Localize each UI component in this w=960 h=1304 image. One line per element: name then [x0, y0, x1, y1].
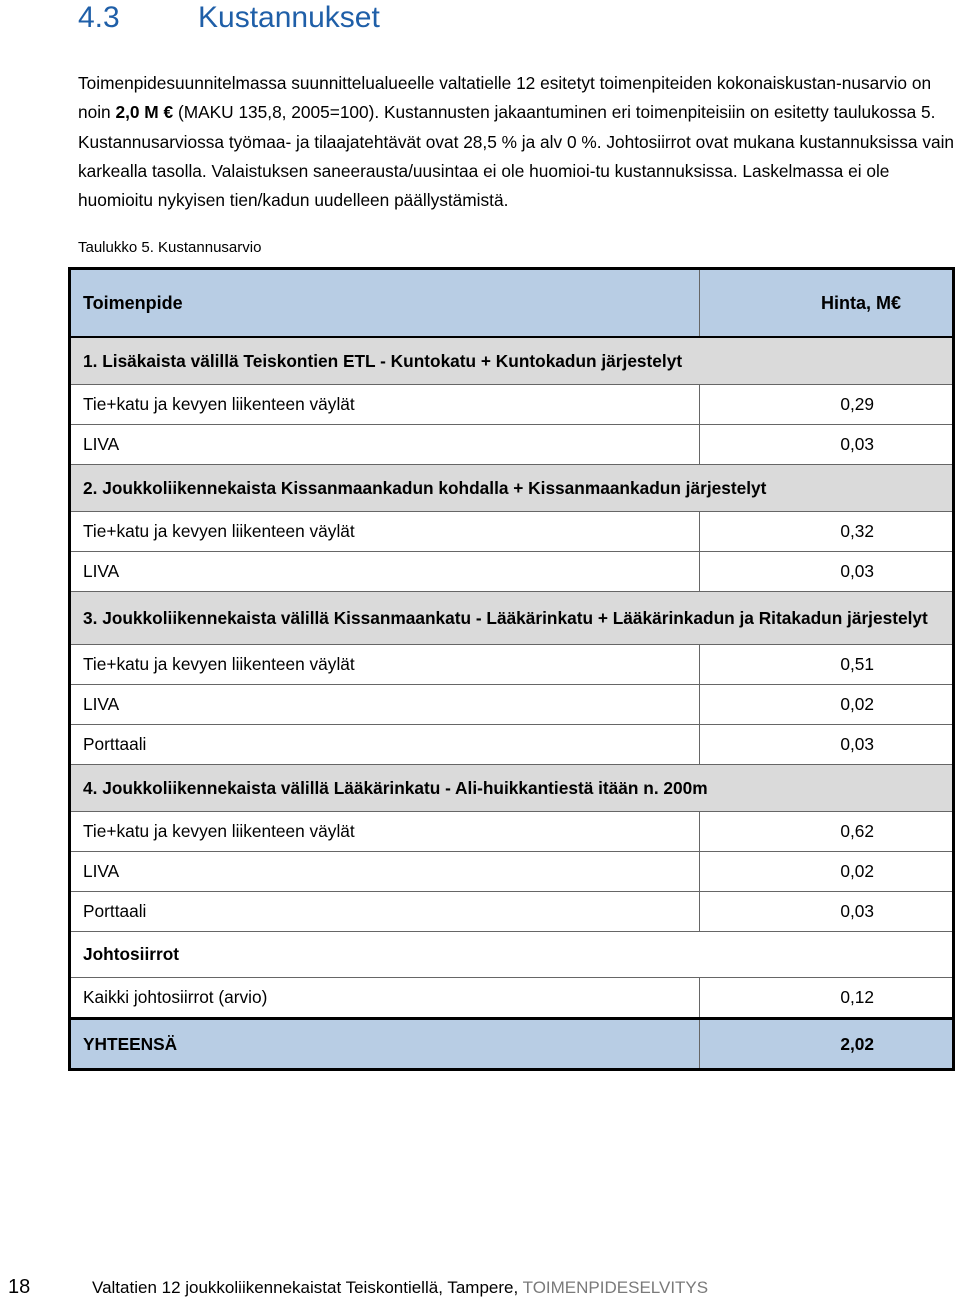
- utilities-title: Johtosiirrot: [70, 932, 954, 978]
- footer-title: [92, 1278, 708, 1298]
- table-caption: Taulukko 5. Kustannusarvio: [78, 239, 262, 256]
- row-label: LIVA: [70, 425, 700, 465]
- row-value: 0,51: [700, 645, 954, 685]
- section-row: [70, 465, 954, 512]
- table-row: [70, 892, 954, 932]
- row-label: Tie+katu ja kevyen liikenteen väylät: [70, 385, 700, 425]
- table-row: [70, 645, 954, 685]
- section-heading: [78, 0, 380, 36]
- paragraph-text-2: (MAKU 135,8, 2005=100). Kustannusten jakaantuminen eri toimenpiteisiin on esitetty taulukossa 5. Kustannusarviossa työmaa- ja tilaajatehtävät ovat 28,5 % ja alv 0 %. Johtosiirrot ovat mukana kustannuksissa vain karkealla tasolla. Valaistuksen saneerausta/uusintaa ei ole huomioi-tu kustannuksissa. Laskelmassa ei ole huomioitu nykyisen tien/kadun uudelleen päällystämistä.: [78, 102, 955, 211]
- footer-tag: TOIMENPIDESELVITYS: [522, 1278, 709, 1297]
- row-label: Porttaali: [70, 892, 700, 932]
- page-footer: [0, 1276, 960, 1304]
- row-value: 0,03: [700, 552, 954, 592]
- row-label: Kaikki johtosiirrot (arvio): [70, 978, 700, 1019]
- paragraph-text-1: Toimenpidesuunnitelmassa suunnittelualueelle valtatielle 12 esitetyt toimenpiteiden kokonaiskustan-nusarvio on noin: [78, 73, 932, 123]
- row-label: Tie+katu ja kevyen liikenteen väylät: [70, 512, 700, 552]
- row-value: 0,29: [700, 385, 954, 425]
- section-row: [70, 765, 954, 812]
- table-header-row: [70, 269, 954, 338]
- section-row: [70, 337, 954, 385]
- footer-title-text: Valtatien 12 joukkoliikennekaistat Teiskontiellä, Tampere,: [92, 1278, 523, 1297]
- table-row: [70, 385, 954, 425]
- row-label: LIVA: [70, 685, 700, 725]
- row-value: 0,03: [700, 892, 954, 932]
- total-label: YHTEENSÄ: [70, 1019, 700, 1070]
- page-number: 18: [8, 1276, 31, 1298]
- table-row: [70, 852, 954, 892]
- section-title-1: 1. Lisäkaista välillä Teiskontien ETL - Kuntokatu + Kuntokadun järjestelyt: [70, 337, 954, 385]
- row-value: 0,03: [700, 725, 954, 765]
- section-title-2: 2. Joukkoliikennekaista Kissanmaankadun kohdalla + Kissanmaankadun järjestelyt: [70, 465, 954, 512]
- row-value: 0,03: [700, 425, 954, 465]
- row-value: 0,02: [700, 852, 954, 892]
- table-row: [70, 812, 954, 852]
- row-label: Porttaali: [70, 725, 700, 765]
- section-number: 4.3: [78, 1, 120, 34]
- row-label: LIVA: [70, 552, 700, 592]
- utilities-row: [70, 932, 954, 978]
- paragraph-amount: 2,0 M: [115, 102, 159, 123]
- table-row: [70, 685, 954, 725]
- row-label: LIVA: [70, 852, 700, 892]
- row-value: 0,32: [700, 512, 954, 552]
- paragraph-euro: €: [163, 102, 174, 123]
- section-title-4: 4. Joukkoliikennekaista välillä Lääkärinkatu - Ali-huikkantiestä itään n. 200m: [70, 765, 954, 812]
- row-label: Tie+katu ja kevyen liikenteen väylät: [70, 812, 700, 852]
- table-row: [70, 512, 954, 552]
- table-row: [70, 552, 954, 592]
- total-row: [70, 1019, 954, 1070]
- intro-paragraph: [78, 69, 956, 215]
- row-label: Tie+katu ja kevyen liikenteen väylät: [70, 645, 700, 685]
- header-measure: Toimenpide: [70, 269, 700, 338]
- cost-table: [68, 267, 955, 1071]
- table-row: [70, 978, 954, 1019]
- total-value: 2,02: [700, 1019, 954, 1070]
- table-row: [70, 425, 954, 465]
- table-row: [70, 725, 954, 765]
- row-value: 0,62: [700, 812, 954, 852]
- header-price: Hinta, M€: [700, 269, 954, 338]
- section-title: Kustannukset: [198, 1, 380, 34]
- row-value: 0,02: [700, 685, 954, 725]
- section-title-3: 3. Joukkoliikennekaista välillä Kissanmaankatu - Lääkärinkatu + Lääkärinkadun ja Ritakadun järjestelyt: [70, 592, 954, 645]
- section-row: [70, 592, 954, 645]
- row-value: 0,12: [700, 978, 954, 1019]
